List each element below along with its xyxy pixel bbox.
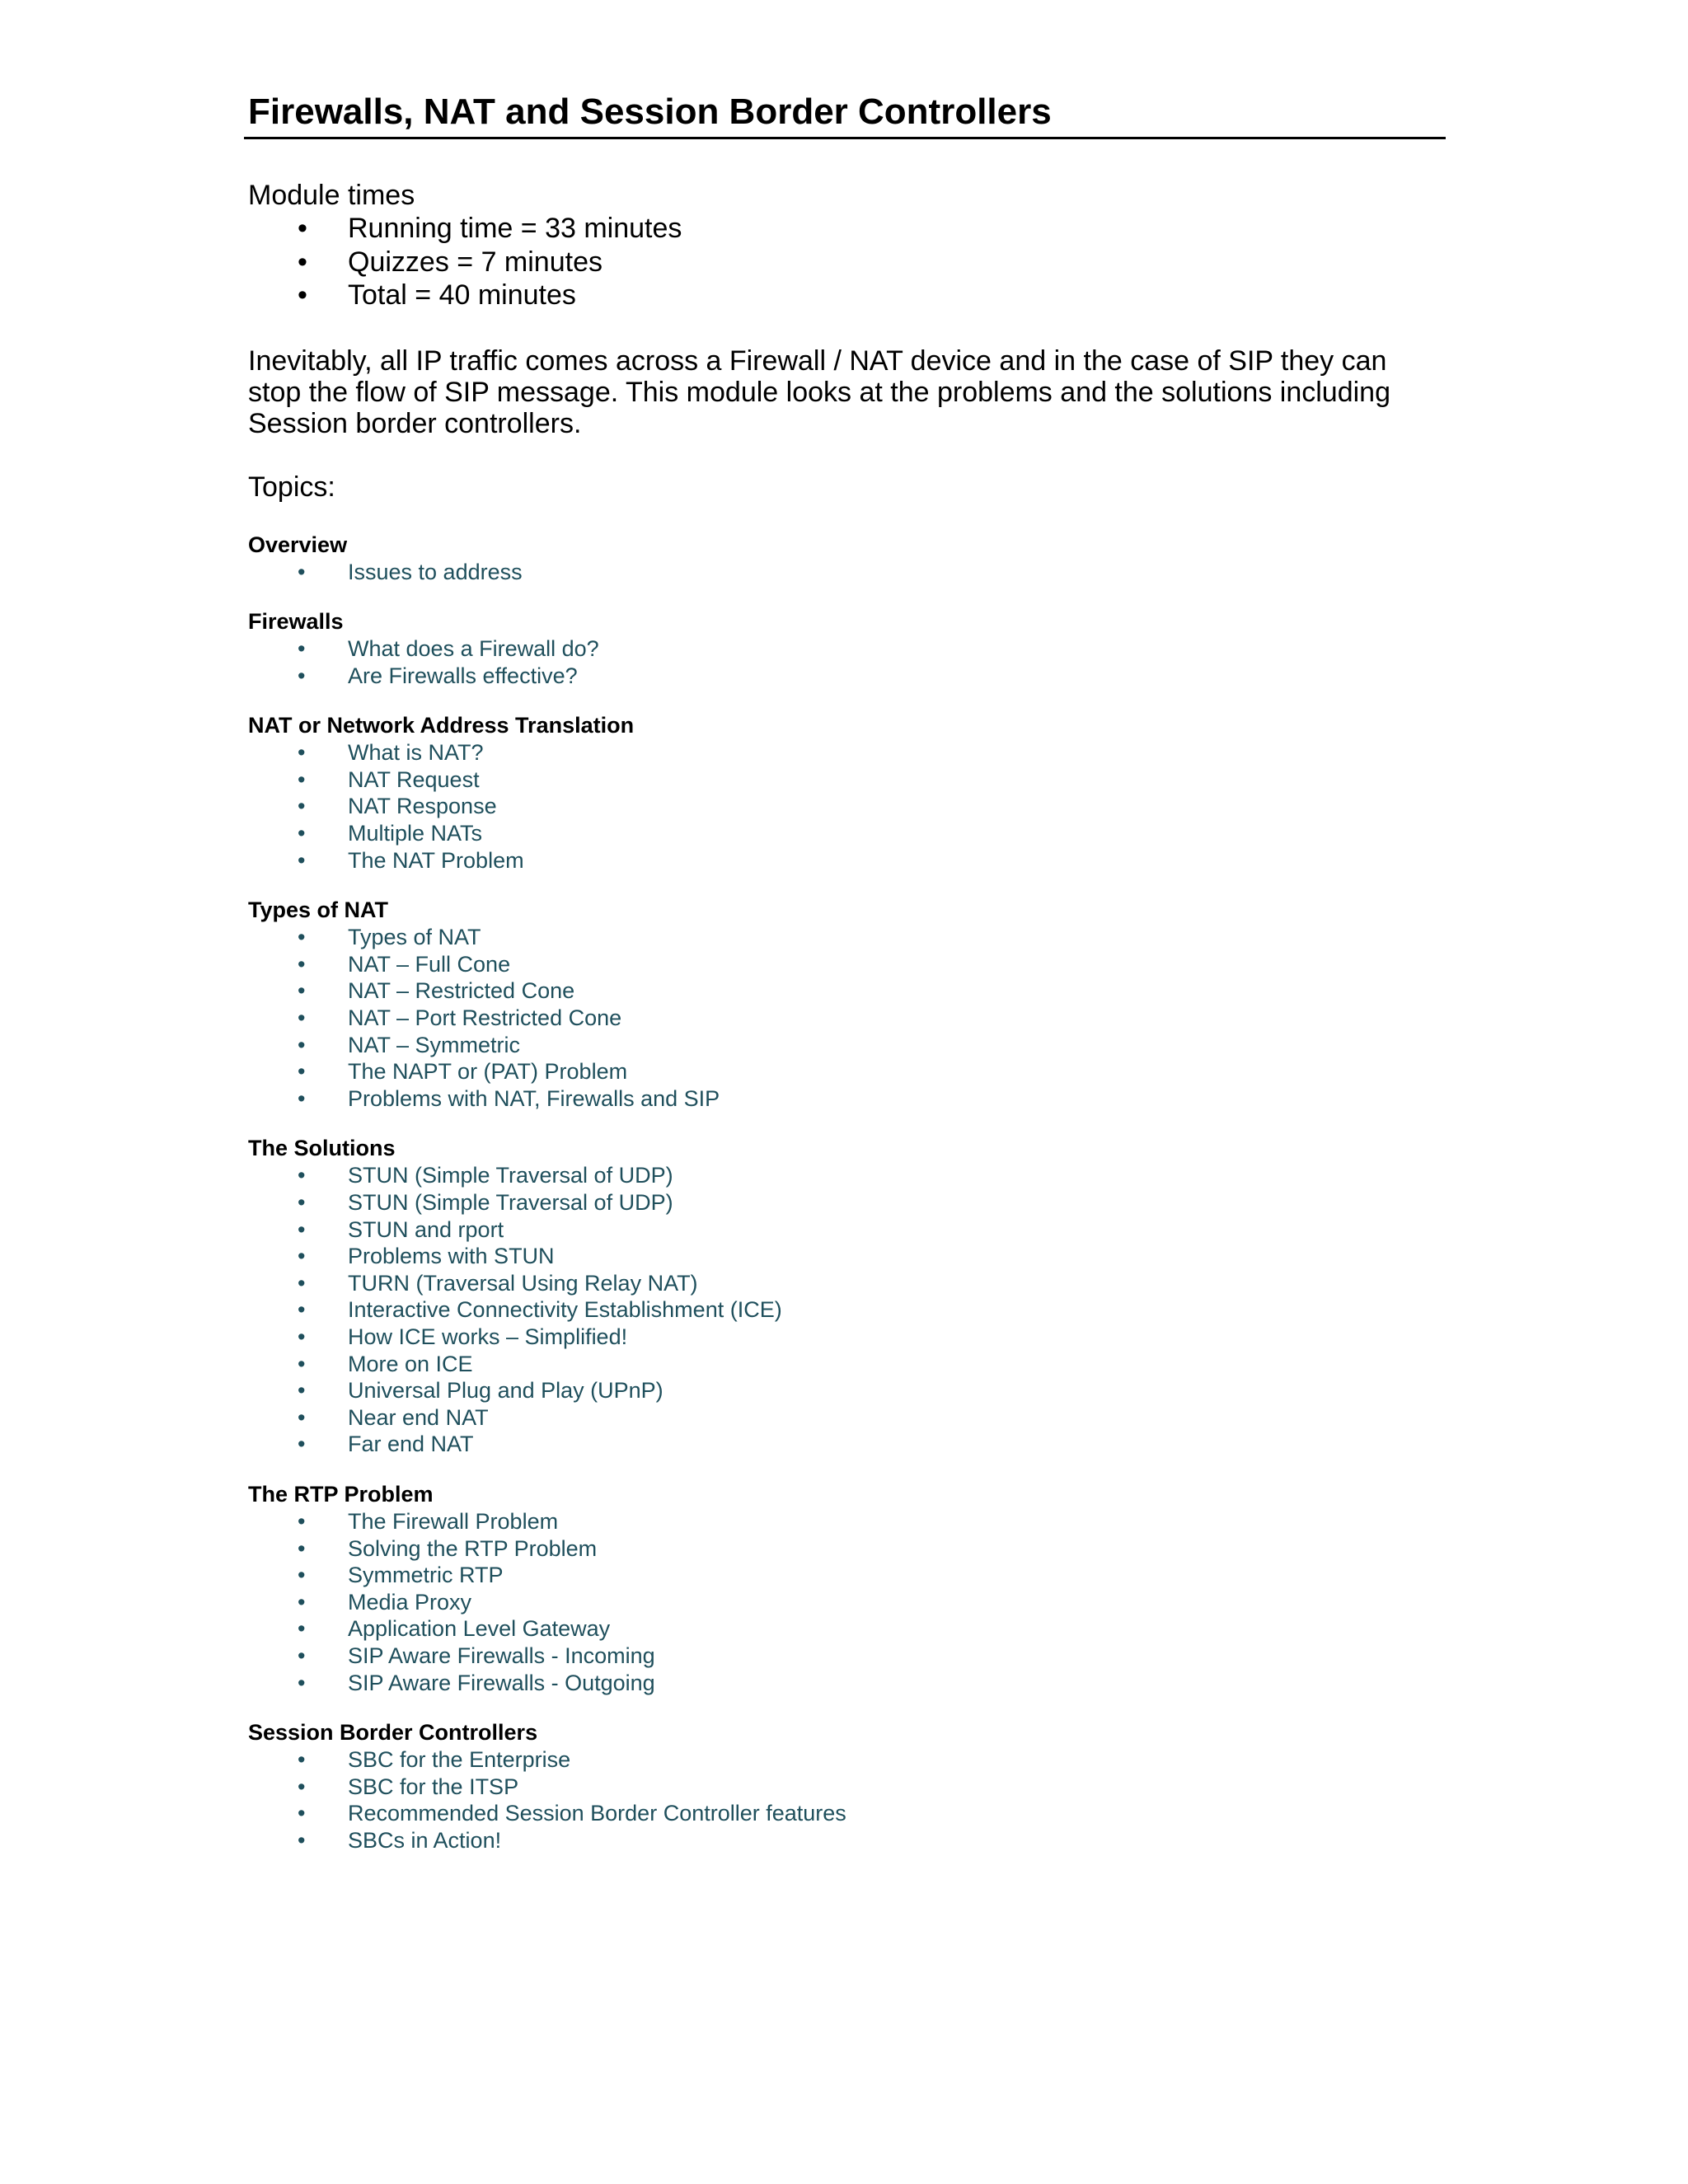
bullet-icon: • [298,1005,306,1031]
bullet-icon: • [298,766,306,792]
module-time-item [248,212,1446,246]
topic-list [248,1746,1446,1854]
topic-section [248,897,1446,1112]
topic-link[interactable] [248,1189,1446,1216]
bullet-icon: • [298,1216,306,1242]
topic-link[interactable] [248,951,1446,978]
module-times-list [248,212,1446,312]
bullet-icon: • [298,279,307,311]
bullet-icon: • [298,1563,306,1588]
topic-link[interactable] [248,1746,1446,1774]
bullet-icon: • [298,1085,306,1111]
bullet-icon: • [298,559,306,584]
topic-link[interactable] [248,1431,1446,1458]
bullet-icon: • [298,1747,306,1773]
topic-link-text[interactable]: STUN and rport [348,1216,504,1242]
module-time-text: Quizzes = 7 minutes [348,246,603,278]
topic-link-text[interactable]: NAT – Port Restricted Cone [348,1005,622,1031]
bullet-icon: • [298,1508,306,1534]
topic-link-text[interactable]: NAT – Restricted Cone [348,978,575,1004]
topic-link[interactable] [248,1377,1446,1404]
topic-link[interactable] [248,1643,1446,1670]
topic-link-text[interactable]: What does a Firewall do? [348,636,599,662]
bullet-icon: • [298,1378,306,1404]
topic-link-text[interactable]: More on ICE [348,1351,473,1376]
topic-list [248,1508,1446,1696]
bullet-icon: • [298,1270,306,1296]
topic-list [248,739,1446,874]
module-time-text: Running time = 33 minutes [348,213,682,244]
module-time-item [248,246,1446,279]
bullet-icon: • [298,1827,306,1853]
bullet-icon: • [298,925,306,950]
document-page [248,89,1446,1854]
topic-link[interactable] [248,1774,1446,1801]
topic-link-text[interactable]: What is NAT? [348,740,484,766]
topic-link[interactable] [248,1324,1446,1351]
bullet-icon: • [298,1432,306,1457]
topic-link-text[interactable]: Problems with STUN [348,1244,555,1269]
topic-section [248,1135,1446,1458]
topic-link-text[interactable]: Problems with NAT, Firewalls and SIP [348,1085,720,1111]
topic-link[interactable] [248,635,1446,663]
page-title: Firewalls, NAT and Session Border Controllers [244,89,1446,139]
topic-link[interactable] [248,847,1446,874]
module-time-text: Total = 40 minutes [348,279,576,311]
topic-link[interactable] [248,977,1446,1005]
bullet-icon: • [298,951,306,977]
topic-link[interactable] [248,820,1446,847]
topic-section [248,1481,1446,1696]
section-heading: NAT or Network Address Translation [248,713,635,738]
topic-link-text[interactable]: Are Firewalls effective? [348,663,578,688]
bullet-icon: • [298,1404,306,1430]
topic-section [248,608,1446,689]
topic-link[interactable] [248,1162,1446,1189]
topic-link-text[interactable]: Interactive Connectivity Establishment (ICE) [348,1297,782,1323]
topic-link-text[interactable]: The NAPT or (PAT) Problem [348,1059,628,1085]
topic-link[interactable] [248,1351,1446,1378]
bullet-icon: • [298,821,306,846]
bullet-icon: • [298,213,307,244]
topic-link[interactable] [248,1005,1446,1032]
bullet-icon: • [298,1774,306,1799]
section-heading: The RTP Problem [248,1481,434,1507]
topics-sections [248,532,1446,1854]
topic-link[interactable] [248,739,1446,766]
topic-link-text[interactable]: Media Proxy [348,1589,472,1615]
topics-label: Topics: [248,471,335,503]
topic-link-text[interactable]: Multiple NATs [348,821,483,846]
topic-link[interactable] [248,1800,1446,1827]
section-heading: Types of NAT [248,898,389,923]
topic-link-text[interactable]: Far end NAT [348,1432,474,1457]
topic-link-text[interactable]: SIP Aware Firewalls - Incoming [348,1643,655,1668]
topic-link[interactable] [248,1058,1446,1085]
bullet-icon: • [298,1244,306,1269]
topic-link-text[interactable]: Near end NAT [348,1404,489,1430]
bullet-icon: • [298,1059,306,1085]
topic-link-text[interactable]: SIP Aware Firewalls - Outgoing [348,1670,655,1695]
topic-link[interactable] [248,1404,1446,1432]
topic-link[interactable] [248,1032,1446,1059]
topic-link-text[interactable]: How ICE works – Simplified! [348,1324,628,1349]
topic-link-text[interactable]: TURN (Traversal Using Relay NAT) [348,1270,698,1296]
topic-link-text[interactable]: SBCs in Action! [348,1827,502,1853]
topic-link-text[interactable]: SBC for the Enterprise [348,1747,571,1773]
topic-link[interactable] [248,1670,1446,1697]
section-heading: The Solutions [248,1136,396,1161]
intro-paragraph: Inevitably, all IP traffic comes across a Firewall / NAT device and in the case of SIP they can stop the flow of SIP message. This module looks at the problems and the solutions including Session border controllers. [248,344,1390,439]
bullet-icon: • [298,740,306,766]
topic-link-text[interactable]: STUN (Simple Traversal of UDP) [348,1163,673,1188]
topic-link-text[interactable]: NAT Request [348,766,480,792]
topic-link-text[interactable]: NAT – Symmetric [348,1032,521,1057]
bullet-icon: • [298,978,306,1004]
module-time-item [248,279,1446,312]
topic-link-text[interactable]: Application Level Gateway [348,1616,611,1642]
topic-link[interactable] [248,1085,1446,1113]
topic-link-text[interactable]: SBC for the ITSP [348,1774,519,1799]
topic-list [248,1162,1446,1458]
bullet-icon: • [298,794,306,819]
topic-link[interactable] [248,924,1446,951]
topic-link[interactable] [248,766,1446,794]
topic-link[interactable] [248,1270,1446,1297]
topic-list [248,924,1446,1112]
topic-link[interactable] [248,793,1446,820]
bullet-icon: • [298,1589,306,1615]
bullet-icon: • [298,1643,306,1668]
topic-link-text[interactable]: Recommended Session Border Controller features [348,1801,846,1826]
topic-link-text[interactable]: The NAT Problem [348,847,524,873]
topic-link-text[interactable]: NAT Response [348,794,497,819]
topic-link[interactable] [248,1562,1446,1589]
topic-section [248,1719,1446,1854]
topic-link-text[interactable]: Types of NAT [348,925,481,950]
topic-link[interactable] [248,1589,1446,1616]
topic-link-text[interactable]: Solving the RTP Problem [348,1535,598,1561]
topic-link[interactable] [248,1216,1446,1244]
module-times-label: Module times [248,180,415,211]
section-heading: Overview [248,532,348,557]
topic-link[interactable] [248,1827,1446,1854]
topic-link[interactable] [248,1296,1446,1324]
bullet-icon: • [298,1670,306,1695]
bullet-icon: • [298,663,306,688]
topic-link-text[interactable]: NAT – Full Cone [348,951,511,977]
bullet-icon: • [298,1616,306,1642]
topic-link[interactable] [248,663,1446,690]
topic-link[interactable] [248,1508,1446,1535]
topic-link-text[interactable]: Universal Plug and Play (UPnP) [348,1378,663,1404]
module-times-block [248,179,1446,312]
section-heading: Session Border Controllers [248,1720,538,1746]
bullet-icon: • [298,636,306,662]
bullet-icon: • [298,1297,306,1323]
bullet-icon: • [298,1535,306,1561]
bullet-icon: • [298,1351,306,1376]
topic-link-text[interactable]: Symmetric RTP [348,1563,504,1588]
topic-list [248,635,1446,689]
topic-link[interactable] [248,559,1446,586]
topic-list [248,559,1446,586]
topic-section [248,712,1446,874]
topic-link-text[interactable]: The Firewall Problem [348,1508,559,1534]
topic-section [248,532,1446,586]
bullet-icon: • [298,246,307,278]
topic-link[interactable] [248,1615,1446,1643]
bullet-icon: • [298,1032,306,1057]
bullet-icon: • [298,1190,306,1215]
topic-link-text[interactable]: STUN (Simple Traversal of UDP) [348,1190,673,1215]
topic-link[interactable] [248,1243,1446,1270]
bullet-icon: • [298,1324,306,1349]
bullet-icon: • [298,1801,306,1826]
topic-link[interactable] [248,1535,1446,1563]
section-heading: Firewalls [248,609,344,635]
topic-link-text[interactable]: Issues to address [348,559,523,584]
bullet-icon: • [298,847,306,873]
bullet-icon: • [298,1163,306,1188]
